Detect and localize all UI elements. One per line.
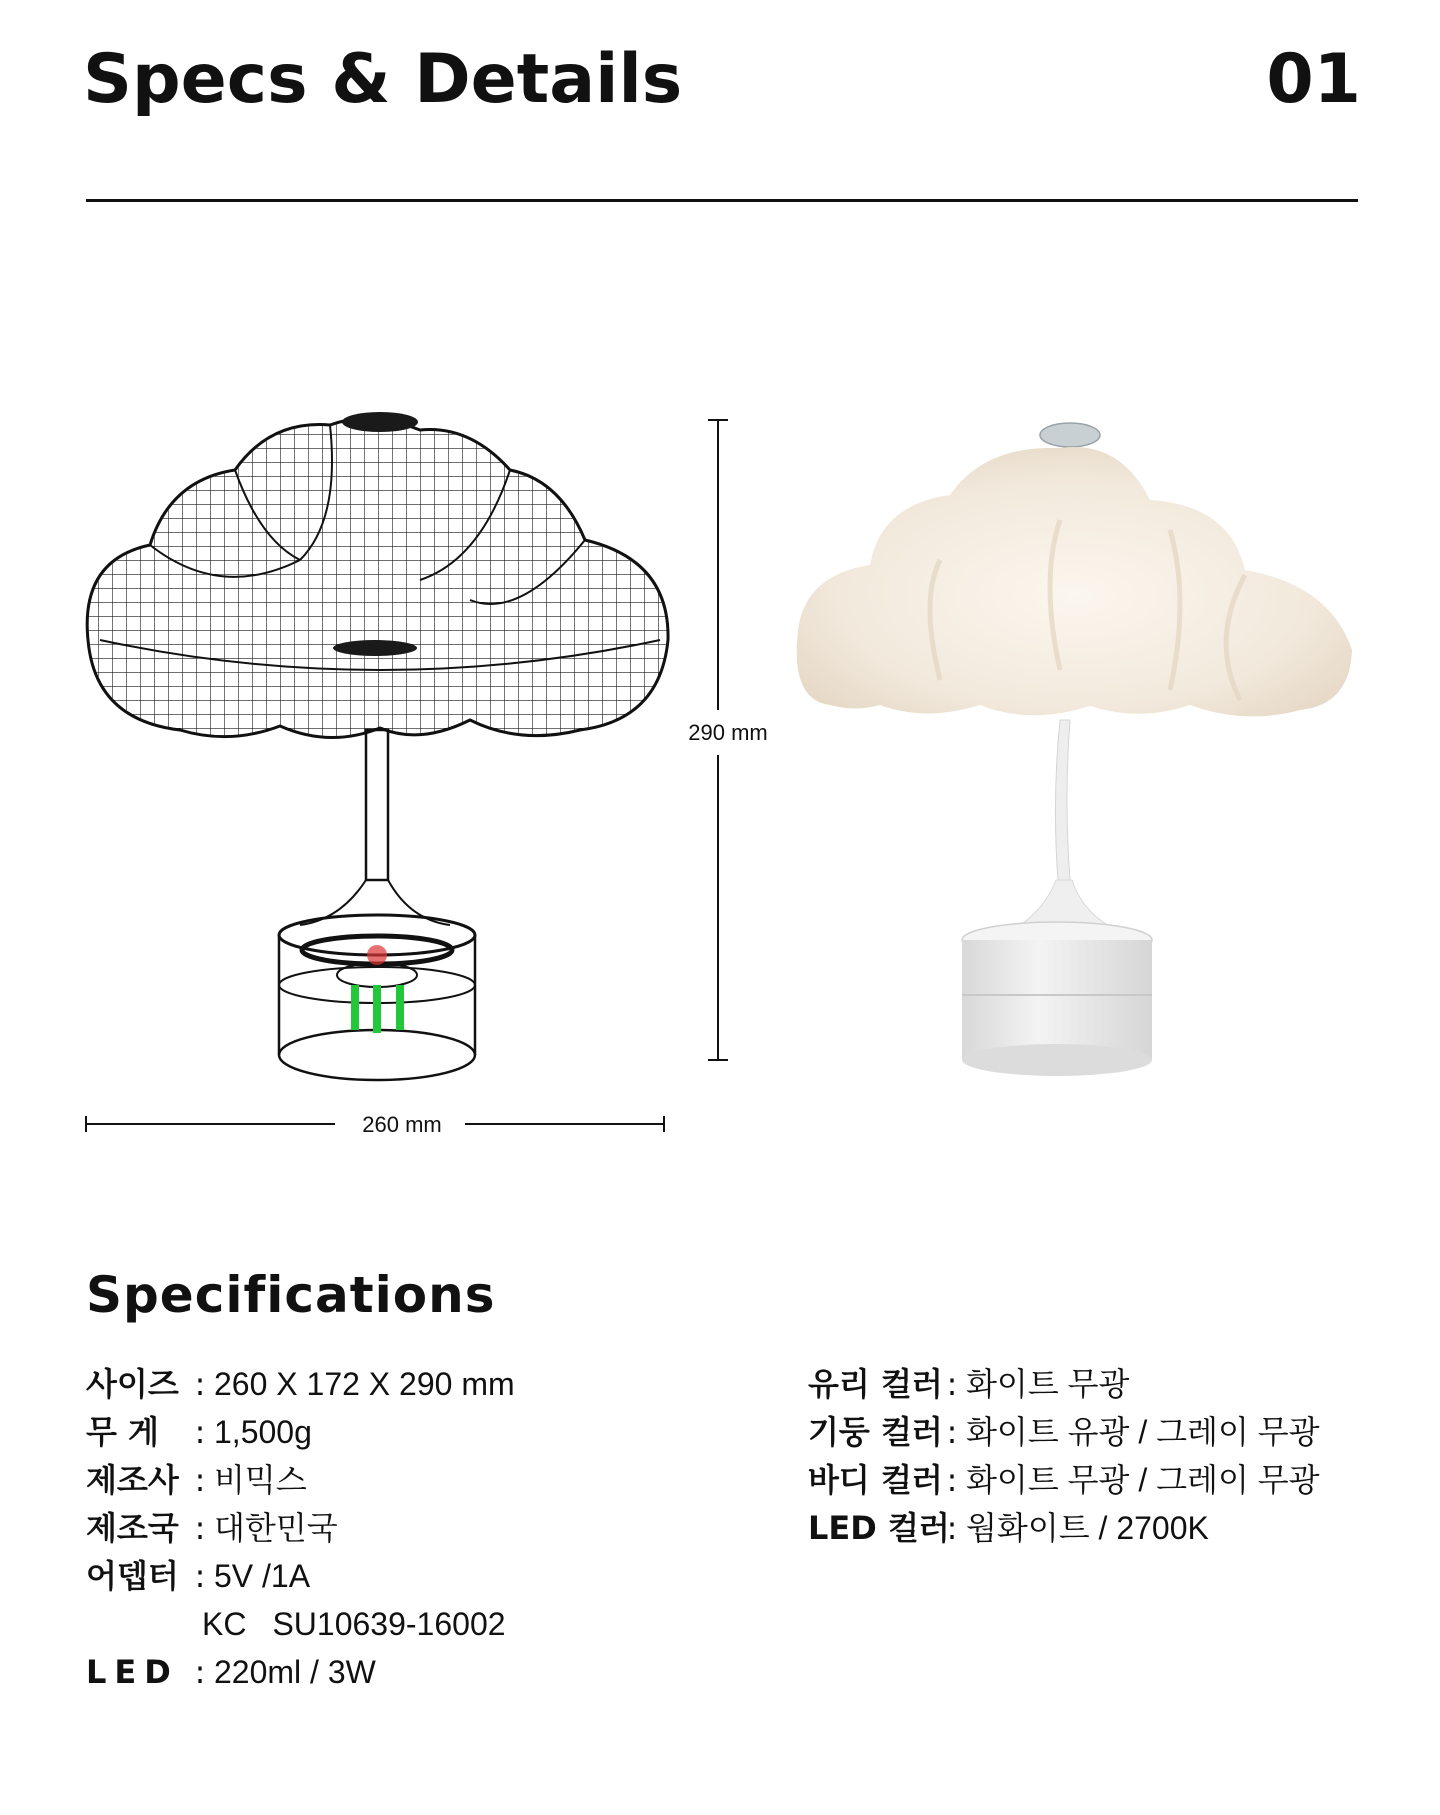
spec-separator: : xyxy=(194,1509,206,1547)
spec-label: 어뎁터 xyxy=(86,1557,179,1595)
lamp-base xyxy=(962,922,1152,1076)
spec-separator: : xyxy=(946,1413,958,1451)
wireframe-base xyxy=(279,915,475,1080)
spec-separator: : xyxy=(194,1461,206,1499)
spec-row-adapter xyxy=(86,1552,515,1600)
spec-value: 화이트 무광 xyxy=(966,1366,1130,1402)
spec-label: LED xyxy=(86,1653,179,1691)
spec-value: 260 X 172 X 290 mm xyxy=(214,1366,515,1402)
spec-separator: : xyxy=(194,1557,206,1595)
spec-row-manufacturer xyxy=(86,1456,515,1504)
height-dimension xyxy=(688,420,767,1060)
height-dimension-label: 290 mm xyxy=(688,720,768,745)
spec-row-led xyxy=(86,1648,515,1696)
spec-row-weight xyxy=(86,1408,515,1456)
kc-mark: KC xyxy=(202,1606,247,1642)
spec-row-size xyxy=(86,1360,515,1408)
spec-row-led-color xyxy=(808,1504,1320,1552)
lamp-photo xyxy=(797,423,1352,1076)
wireframe-shade xyxy=(87,419,668,738)
spec-row-country xyxy=(86,1504,515,1552)
spec-label: 무 게 xyxy=(86,1413,159,1451)
spec-value: 5V /1A xyxy=(214,1558,311,1594)
spec-value: 220ml / 3W xyxy=(214,1654,376,1690)
spec-value: 화이트 무광 / 그레이 무광 xyxy=(966,1462,1320,1498)
spec-label: 기둥 컬러 xyxy=(808,1413,943,1451)
spec-row-adapter-cert xyxy=(86,1600,515,1648)
spec-separator: : xyxy=(946,1365,958,1403)
spec-value: 비믹스 xyxy=(214,1462,307,1498)
spec-separator: : xyxy=(946,1461,958,1499)
width-dimension xyxy=(86,1112,664,1137)
wireframe-lamp-illustration xyxy=(87,412,668,1080)
lamp-stem xyxy=(1055,720,1070,880)
page-number: 01 xyxy=(1266,40,1361,119)
spec-label: 바디 컬러 xyxy=(808,1461,943,1499)
spec-separator: : xyxy=(946,1509,958,1547)
spec-label: LED 컬러 xyxy=(808,1509,950,1547)
spec-separator: : xyxy=(194,1413,206,1451)
spec-row-pole-color xyxy=(808,1408,1320,1456)
spec-label: 제조사 xyxy=(86,1461,179,1499)
width-dimension-label: 260 mm xyxy=(362,1112,442,1137)
specifications-heading: Specifications xyxy=(86,1266,496,1324)
spec-row-glass-color xyxy=(808,1360,1320,1408)
specifications-left-column xyxy=(86,1360,515,1696)
cloud-shade xyxy=(797,447,1352,716)
spec-value: 1,500g xyxy=(214,1414,312,1450)
kc-cert-code: SU10639-16002 xyxy=(272,1606,506,1642)
specifications-right-column xyxy=(808,1360,1320,1552)
spec-row-body-color xyxy=(808,1456,1320,1504)
spec-value: 화이트 유광 / 그레이 무광 xyxy=(966,1414,1320,1450)
spec-separator: : xyxy=(194,1365,206,1403)
spec-label: 제조국 xyxy=(86,1509,179,1547)
spec-separator: : xyxy=(194,1653,206,1691)
page-title: Specs & Details xyxy=(83,40,683,119)
spec-label: 사이즈 xyxy=(86,1365,179,1403)
spec-label: 유리 컬러 xyxy=(808,1365,943,1403)
spec-value: 대한민국 xyxy=(214,1510,338,1546)
spec-value: 웜화이트 / 2700K xyxy=(966,1510,1209,1546)
